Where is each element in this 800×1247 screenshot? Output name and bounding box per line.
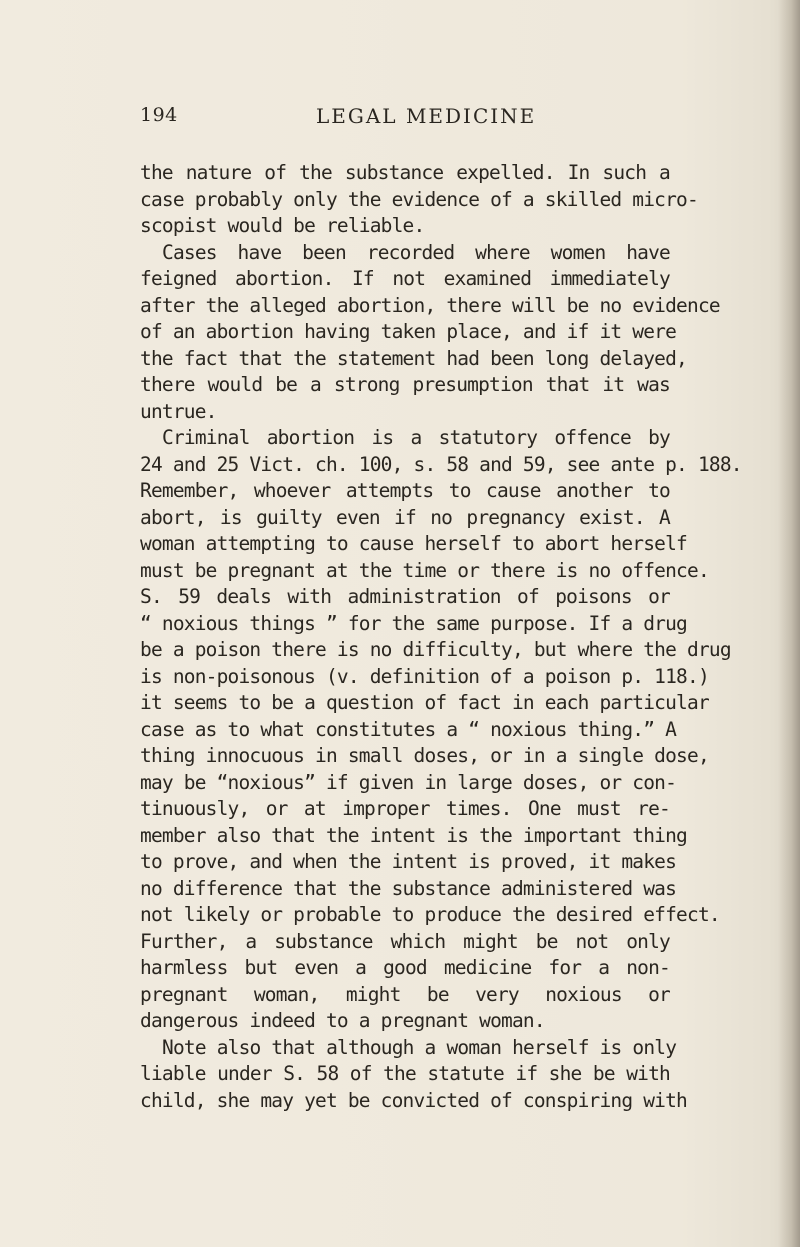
body-text (140, 160, 742, 1114)
text-line: harmless but even a good medicine for a non- (140, 956, 670, 979)
text-line: Note also that although a woman herself is only (162, 1035, 677, 1059)
text-line: abort, is guilty even if no pregnancy exist. A (140, 505, 670, 529)
text-line: Criminal abortion is a statutory offence by (162, 426, 670, 449)
text-line: not likely or probable to produce the desired effect. (140, 903, 720, 926)
text-line: case probably only the evidence of a skilled micro- (140, 187, 698, 211)
text-line: dangerous indeed to a pregnant woman. (140, 1009, 545, 1032)
text-line: Cases have been recorded where women have (162, 240, 670, 264)
text-line: must be pregnant at the time or there is no offence. (140, 558, 709, 582)
text-line: woman attempting to cause herself to abort herself (140, 532, 688, 555)
text-line: no difference that the substance administered was (140, 876, 677, 900)
text-line: member also that the intent is the important thing (140, 823, 688, 847)
page-header (140, 104, 660, 138)
text-line: thing innocuous in small doses, or in a single dose, (140, 744, 709, 767)
text-line: may be “noxious” if given in large doses, or con- (140, 770, 677, 794)
text-line: child, she may yet be convicted of conspiring with (140, 1088, 688, 1112)
text-line: the fact that the statement had been long delayed, (140, 346, 688, 370)
text-line: feigned abortion. If not examined immediately (140, 267, 670, 290)
page-edge-shadow (778, 0, 800, 1247)
running-head: LEGAL MEDICINE (316, 104, 537, 128)
text-line: it seems to be a question of fact in each particular (140, 691, 709, 714)
text-line: untrue. (140, 399, 217, 423)
text-line: Further, a substance which might be not only (140, 929, 670, 953)
text-line: 24 and 25 Vict. ch. 100, s. 58 and 59, see ante p. 188. (140, 452, 742, 476)
text-line: there would be a strong presumption that it was (140, 373, 670, 396)
text-line: S. 59 deals with administration of poisons or (140, 585, 670, 608)
text-line: scopist would be reliable. (140, 214, 425, 237)
text-line: “ noxious things ” for the same purpose. If a drug (140, 611, 688, 635)
text-line: to prove, and when the intent is proved, it makes (140, 850, 677, 873)
text-line: liable under S. 58 of the statute if she be with (140, 1062, 670, 1085)
text-line: is non-poisonous (v. definition of a poison p. 118.) (140, 664, 709, 688)
text-line: pregnant woman, might be very noxious or (140, 982, 670, 1006)
text-line: case as to what constitutes a “ noxious thing.” A (140, 717, 677, 741)
text-line: be a poison there is no difficulty, but where the drug (140, 638, 731, 661)
page-number: 194 (140, 104, 178, 126)
text-line: after the alleged abortion, there will be no evidence (140, 293, 720, 317)
text-line: Remember, whoever attempts to cause another to (140, 479, 670, 502)
text-line: the nature of the substance expelled. In such a (140, 161, 670, 184)
text-line: of an abortion having taken place, and if it were (140, 320, 677, 343)
text-line: tinuously, or at improper times. One must re- (140, 797, 670, 820)
